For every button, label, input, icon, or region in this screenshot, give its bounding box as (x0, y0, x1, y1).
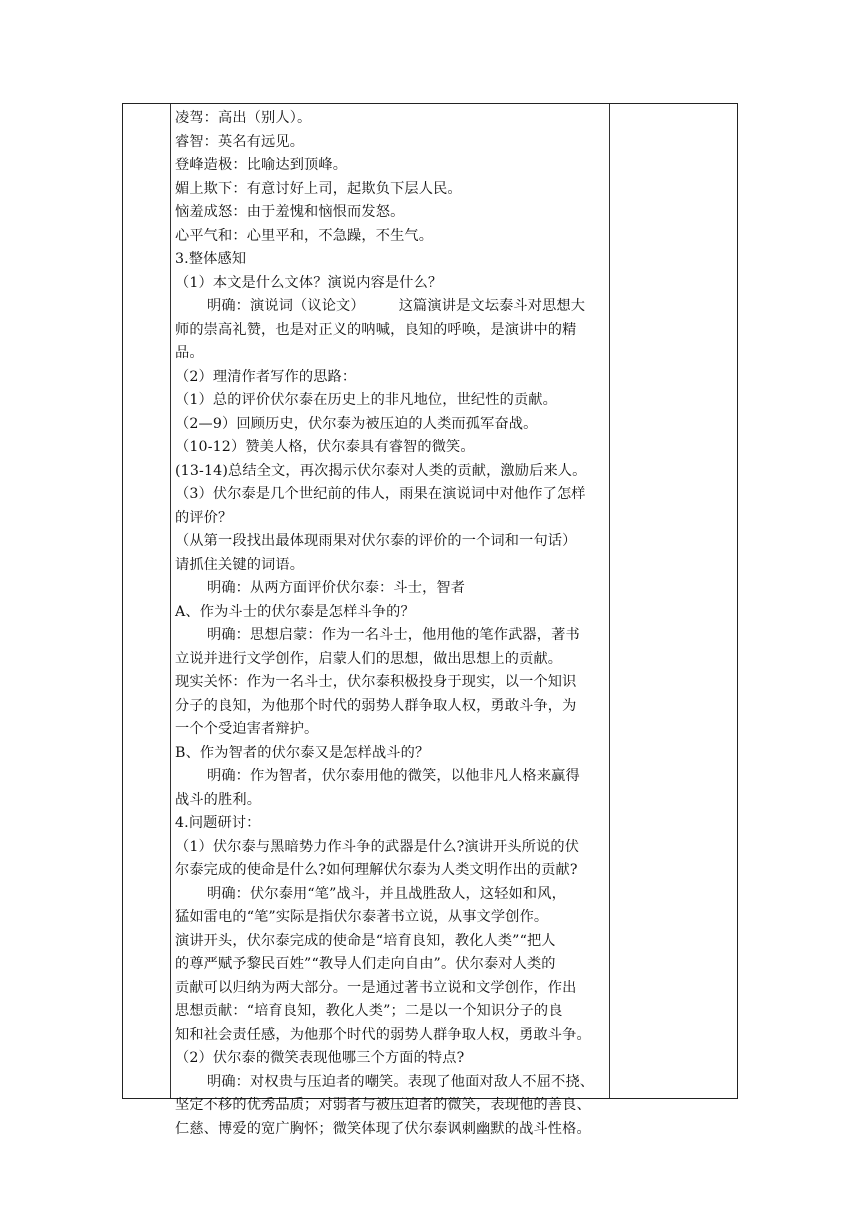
outline-item: （2—9）回顾历史，伏尔泰为被压迫的人类而孤军奋战。 (175, 415, 538, 432)
answer-line: 品。 (175, 345, 204, 361)
question: （1）伏尔泰与黑暗势力作斗争的武器是什么?演讲开头所说的伏 (175, 838, 580, 855)
question: （2）理清作者写作的思路： (175, 368, 357, 385)
answer-line: 的尊严赋予黎民百姓”“教导人们走向自由”。伏尔泰对人类的 (175, 956, 556, 972)
answer-line: 一个个受迫害者辩护。 (175, 721, 319, 737)
answer-line (175, 295, 609, 319)
outline-item: (13-14)总结全文，再次揭示伏尔泰对人类的贡献，激励后来人。 (175, 462, 587, 479)
answer-text: 明确：演说词（议论文） (207, 298, 365, 314)
vocab-item: 恼羞成怒：由于羞愧和恼恨而发怒。 (175, 204, 405, 220)
answer-line: 分子的良知，为他那个时代的弱势人群争取人权，勇敢斗争，为 (175, 697, 577, 714)
vocab-item: 睿智：英名有远见。 (175, 133, 305, 150)
question: （1）本文是什么文体？演说内容是什么？ (175, 274, 443, 291)
section-heading: 3.整体感知 (175, 251, 247, 267)
vocab-item: 心平气和：心里平和，不急躁，不生气。 (175, 227, 434, 244)
hint-line: （从第一段找出最体现雨果对伏尔泰的评价的一个词和一句话） (175, 533, 577, 549)
answer-line: 演讲开头，伏尔泰完成的使命是“培育良知，教化人类”“把人 (175, 932, 556, 949)
vocab-item: 登峰造极：比喻达到顶峰。 (175, 157, 348, 173)
main-content-cell (175, 107, 609, 1141)
answer-line: 明确：从两方面评价伏尔泰：斗士，智者 (207, 580, 466, 596)
lesson-plan-table (122, 103, 738, 1137)
answer-line: 明确：对权贵与压迫者的嘲笑。表现了他面对敌人不屈不挠、 (207, 1073, 595, 1090)
outline-item: （1）总的评价伏尔泰在历史上的非凡地位，世纪性的贡献。 (175, 392, 557, 408)
answer-line: 师的崇高礼赞，也是对正义的呐喊，良知的呼唤，是演讲中的精 (175, 321, 577, 338)
question: A、作为斗士的伏尔泰是怎样斗争的？ (175, 603, 415, 620)
answer-line: 明确：思想启蒙：作为一名斗士，他用他的笔作武器，著书 (207, 627, 580, 643)
answer-line: 猛如雷电的“笔”实际是指伏尔泰著书立说，从事文学创作。 (175, 909, 549, 925)
answer-line: 思想贡献：“培育良知，教化人类”；二是以一个知识分子的良 (175, 1003, 563, 1019)
answer-line: 战斗的胜利。 (175, 791, 262, 808)
answer-line: 现实关怀：作为一名斗士，伏尔泰积极投身于现实，以一个知识 (175, 674, 577, 690)
question: 的评价？ (175, 509, 233, 526)
answer-line: 坚定不移的优秀品质；对弱者与被压迫者的微笑，表现他的善良、 (175, 1097, 591, 1113)
column-divider-left (170, 104, 171, 1098)
answer-line: 明确：伏尔泰用“笔”战斗，并且战胜敌人，这轻如和风， (207, 885, 566, 902)
hint-line: 请抓住关键的词语。 (175, 556, 305, 573)
left-column-cell (123, 104, 170, 1098)
answer-line: 仁慈、博爱的宽广胸怀；微笑体现了伏尔泰讽刺幽默的战斗性格。 (175, 1120, 591, 1137)
answer-line: 贡献可以归纳为两大部分。一是通过著书立说和文学创作，作出 (175, 979, 577, 996)
outline-item: （10-12）赞美人格，伏尔泰具有睿智的微笑。 (175, 439, 475, 455)
question: 尔泰完成的使命是什么?如何理解伏尔泰为人类文明作出的贡献? (175, 862, 578, 878)
right-column-cell (610, 104, 737, 1098)
section-heading: 4.问题研讨： (175, 815, 261, 831)
vocab-item: 媚上欺下：有意讨好上司，起欺负下层人民。 (175, 180, 462, 197)
question: （3）伏尔泰是几个世纪前的伟人，雨果在演说词中对他作了怎样 (175, 486, 586, 502)
answer-line: 知和社会责任感，为他那个时代的弱势人群争取人权，勇敢斗争。 (175, 1026, 591, 1043)
question: （2）伏尔泰的微笑表现他哪三个方面的特点? (175, 1050, 465, 1066)
answer-line: 明确：作为智者，伏尔泰用他的微笑，以他非凡人格来赢得 (207, 768, 580, 784)
question: B、作为智者的伏尔泰又是怎样战斗的？ (175, 744, 430, 761)
answer-line: 立说并进行文学创作，启蒙人们的思想，做出思想上的贡献。 (175, 650, 563, 667)
answer-text: 这篇演讲是文坛泰斗对思想大 (398, 298, 586, 314)
vocab-item: 凌驾：高出（别人）。 (175, 110, 312, 126)
